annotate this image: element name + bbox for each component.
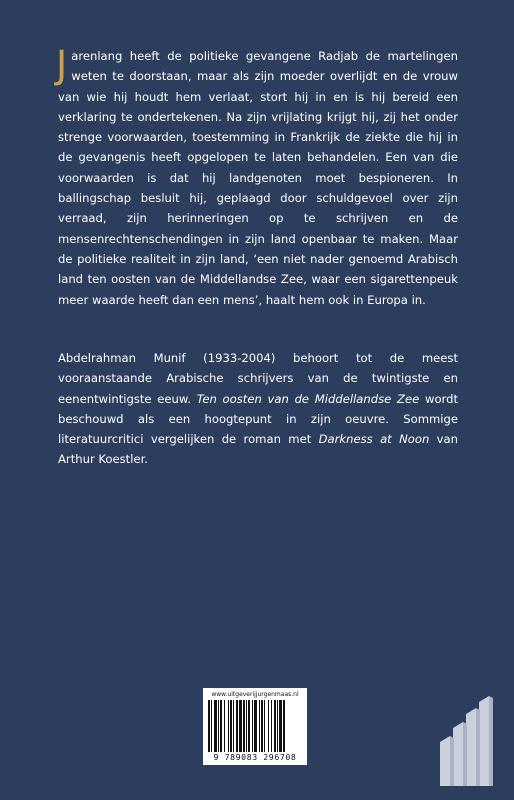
bio-text-2: wordt beschouwd als een hoogtepunt in zijn oeuvre. Sommige literatuurcritici vergelijken de roman met (58, 391, 459, 447)
barcode-bar (271, 700, 272, 752)
barcode-bar (252, 700, 253, 752)
isbn-number: 9 789083 296708 (213, 752, 297, 762)
barcode-bar (277, 700, 278, 752)
barcode-bar (254, 700, 257, 752)
drop-cap: J (56, 43, 68, 87)
barcode-bar (228, 700, 229, 752)
barcode-bar (246, 700, 247, 752)
barcode-bar (220, 700, 222, 752)
bio-text-1: Abdelrahman Munif (1933-2004) behoort tot de meest vooraanstaande Arabische schrijvers van de twintigste en eenentwintigste eeuw. (58, 351, 458, 406)
book-title: Ten oosten van de Middellandse Zee (196, 391, 420, 406)
barcode-bar (233, 700, 234, 752)
stacked-books-logo-icon (432, 692, 502, 786)
barcode-bar (274, 700, 276, 752)
barcode-bar (279, 700, 282, 752)
barcode-bar (224, 700, 225, 752)
barcode-bar (259, 700, 260, 752)
publisher-url: www.uitgeverijjurgenmaas.nl (211, 691, 299, 698)
barcode-bar (243, 700, 245, 752)
blurb-text: arenlang heeft de politieke gevangene Radjab de martelingen weten te doorstaan, maar als zijn moeder overlijdt en de vrouw van wie hij houdt hem verlaat, stort hij in en is hij bereid een verklaring te ondertekenen. Na zijn vrijlating krijgt hij, zij het onder strenge voorwaarden, toestemming in Frankrijk de ziekte die hij in de gevangenis heeft opgelopen te laten behandelen. Een van die voorwaarden is dat hij landgenoten moet bespioneren. In ballingschap besluit hij, geplaagd door schuldgevoel over zijn verraad, zijn herinneringen op te schrijven en de mensenrechtenschendingen in zijn land openbaar te maken. Maar de politieke realiteit in zijn land, ‘een niet nader genoemd Arabisch land ten oosten van de Middellandse Zee, waar een sigarettenpeuk meer waarde heeft dan een mens’, haalt hem ook in Europa in. (58, 49, 458, 307)
barcode-bar (239, 700, 242, 752)
barcode-bar (214, 700, 217, 752)
barcode-bars (208, 700, 302, 752)
author-bio-paragraph (58, 348, 458, 470)
blurb-paragraph (56, 43, 458, 310)
compared-book-title: Darkness at Noon (318, 432, 430, 447)
barcode-bar (211, 700, 212, 752)
barcode-bar (261, 700, 263, 752)
barcode-bar (268, 700, 269, 752)
barcode-bar (218, 700, 219, 752)
barcode-bar (236, 700, 238, 752)
barcode-bar (230, 700, 232, 752)
barcode-bar (208, 700, 210, 752)
barcode-box (203, 688, 307, 765)
barcode-bar (264, 700, 265, 752)
barcode-bar (283, 700, 285, 752)
barcode-bar (248, 700, 250, 752)
bio-text-3: van Arthur Koestler. (58, 432, 458, 467)
